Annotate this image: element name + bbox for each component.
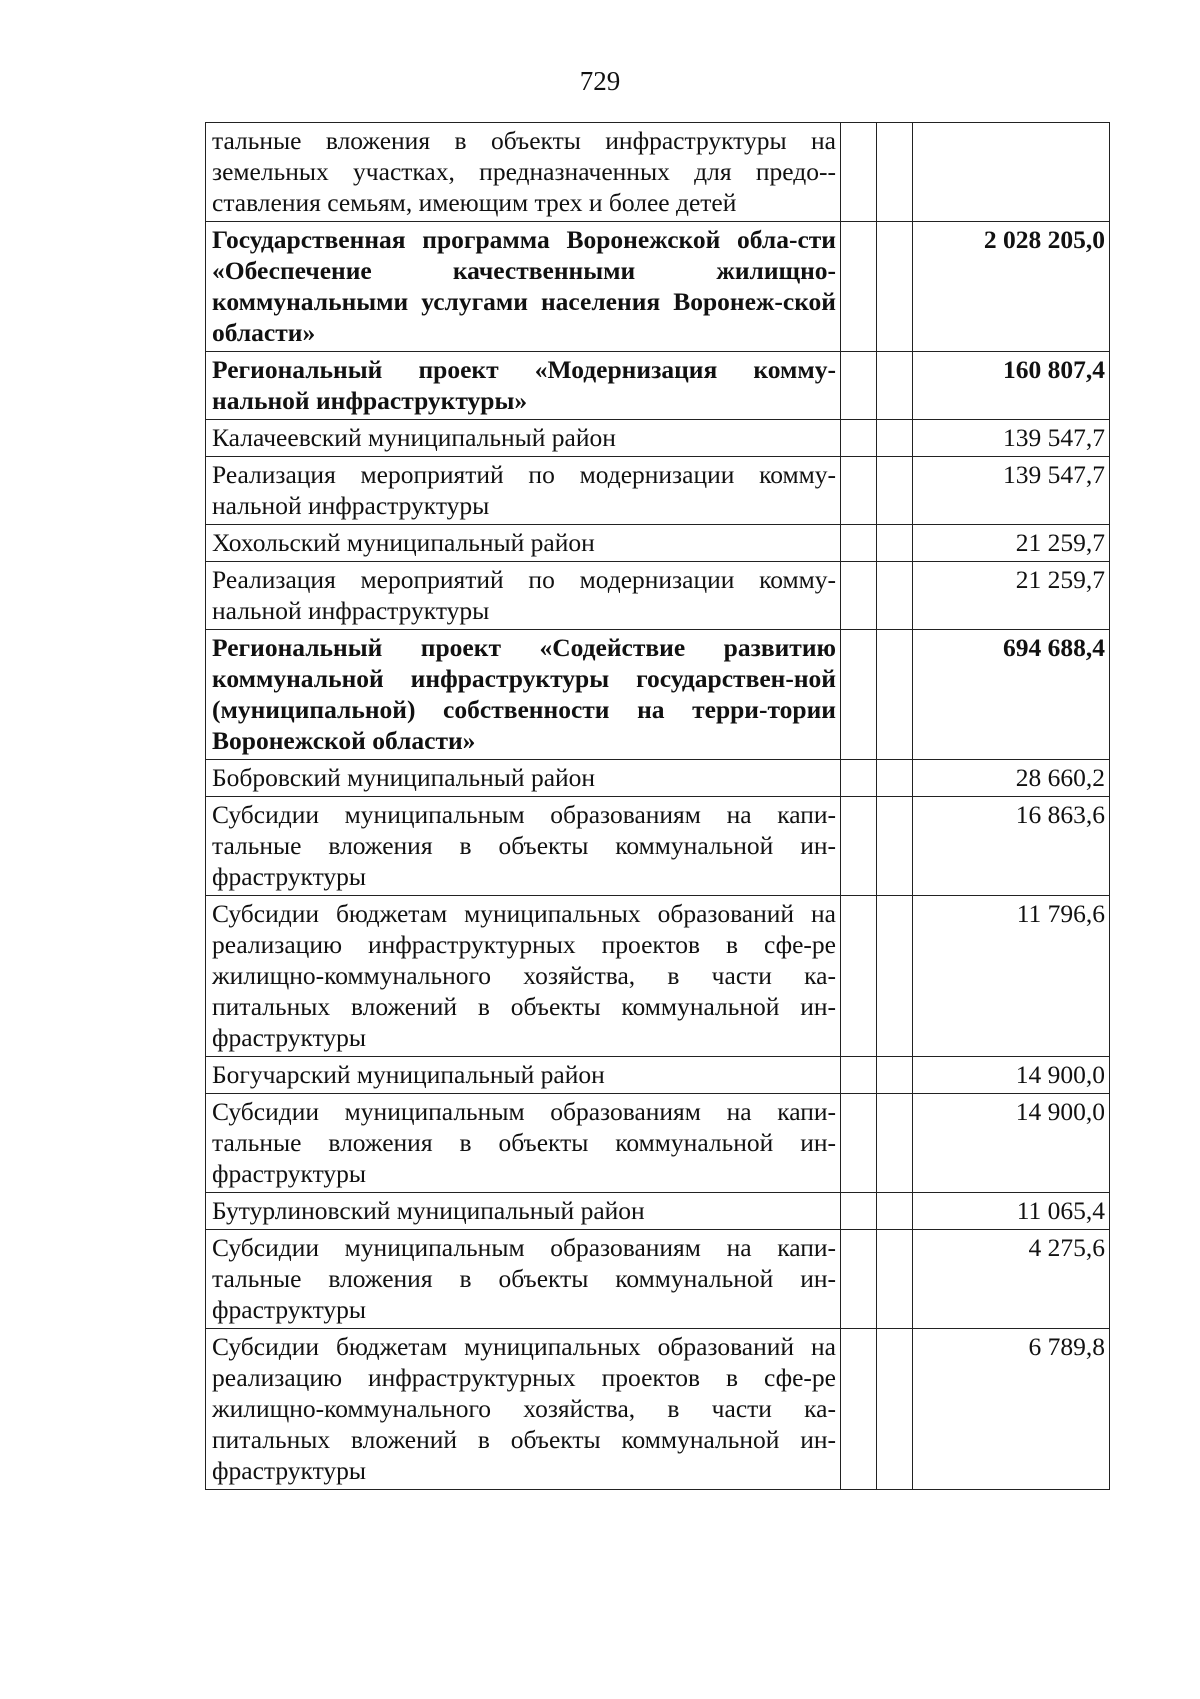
row-amount: 160 807,4: [913, 352, 1110, 420]
row-amount: 14 900,0: [913, 1057, 1110, 1094]
row-name: Субсидии бюджетам муниципальных образований на реализацию инфраструктурных проектов в сфе-ре жилищно-коммунального хозяйства, в части ка-питальных вложений в объекты коммунальной ин-фраструктуры: [206, 896, 841, 1057]
code-cell: [877, 1094, 913, 1193]
row-name: Богучарский муниципальный район: [206, 1057, 841, 1094]
row-amount: 14 900,0: [913, 1094, 1110, 1193]
row-name: Реализация мероприятий по модернизации комму-нальной инфраструктуры: [206, 457, 841, 525]
row-amount: 16 863,6: [913, 797, 1110, 896]
code-cell: [841, 797, 877, 896]
table-row: [206, 352, 1110, 420]
code-cell: [841, 420, 877, 457]
table-row: [206, 457, 1110, 525]
row-amount: [913, 123, 1110, 222]
row-name: Региональный проект «Модернизация комму-нальной инфраструктуры»: [206, 352, 841, 420]
code-cell: [877, 630, 913, 760]
code-cell: [841, 1057, 877, 1094]
table-row: [206, 1230, 1110, 1329]
code-cell: [841, 222, 877, 352]
code-cell: [877, 420, 913, 457]
code-cell: [841, 760, 877, 797]
code-cell: [877, 457, 913, 525]
code-cell: [877, 562, 913, 630]
code-cell: [841, 457, 877, 525]
row-name: Бобровский муниципальный район: [206, 760, 841, 797]
code-cell: [841, 1329, 877, 1490]
row-amount: 21 259,7: [913, 562, 1110, 630]
code-cell: [841, 525, 877, 562]
code-cell: [877, 1057, 913, 1094]
row-name: Субсидии муниципальным образованиям на капи-тальные вложения в объекты коммунальной ин-фраструктуры: [206, 1094, 841, 1193]
row-name: Бутурлиновский муниципальный район: [206, 1193, 841, 1230]
row-name: Хохольский муниципальный район: [206, 525, 841, 562]
table-row: [206, 896, 1110, 1057]
code-cell: [877, 1230, 913, 1329]
code-cell: [841, 562, 877, 630]
row-amount: 6 789,8: [913, 1329, 1110, 1490]
code-cell: [841, 1094, 877, 1193]
row-name: Региональный проект «Содействие развитию коммунальной инфраструктуры государствен-ной (муниципальной) собственности на терри-тории Воронежской области»: [206, 630, 841, 760]
table-row: [206, 222, 1110, 352]
table-row: [206, 1057, 1110, 1094]
table-row: [206, 1094, 1110, 1193]
code-cell: [877, 760, 913, 797]
table-row: [206, 562, 1110, 630]
row-name: Калачеевский муниципальный район: [206, 420, 841, 457]
code-cell: [877, 1193, 913, 1230]
row-amount: 11 065,4: [913, 1193, 1110, 1230]
row-name: Субсидии муниципальным образованиям на капи-тальные вложения в объекты коммунальной ин-фраструктуры: [206, 1230, 841, 1329]
row-amount: 11 796,6: [913, 896, 1110, 1057]
budget-table-body: [206, 123, 1110, 1490]
row-amount: 21 259,7: [913, 525, 1110, 562]
code-cell: [841, 630, 877, 760]
table-row: [206, 1329, 1110, 1490]
row-amount: 139 547,7: [913, 457, 1110, 525]
table-row: [206, 525, 1110, 562]
row-name: Государственная программа Воронежской обла-сти «Обеспечение качественными жилищно-коммунальными услугами населения Воронеж-ской области»: [206, 222, 841, 352]
row-amount: 2 028 205,0: [913, 222, 1110, 352]
code-cell: [877, 123, 913, 222]
code-cell: [877, 352, 913, 420]
row-name: тальные вложения в объекты инфраструктуры на земельных участках, предназначенных для предо-ставления семьям, имеющим трех и более детей: [206, 123, 841, 222]
row-amount: 28 660,2: [913, 760, 1110, 797]
code-cell: [877, 525, 913, 562]
row-amount: 139 547,7: [913, 420, 1110, 457]
code-cell: [841, 896, 877, 1057]
row-name: Реализация мероприятий по модернизации комму-нальной инфраструктуры: [206, 562, 841, 630]
code-cell: [841, 123, 877, 222]
table-row: [206, 760, 1110, 797]
code-cell: [841, 1193, 877, 1230]
table-row: [206, 630, 1110, 760]
code-cell: [877, 797, 913, 896]
code-cell: [877, 222, 913, 352]
code-cell: [877, 1329, 913, 1490]
row-amount: 4 275,6: [913, 1230, 1110, 1329]
table-row: [206, 420, 1110, 457]
table-row: [206, 797, 1110, 896]
row-amount: 694 688,4: [913, 630, 1110, 760]
code-cell: [841, 352, 877, 420]
table-row: [206, 1193, 1110, 1230]
code-cell: [877, 896, 913, 1057]
row-name: Субсидии муниципальным образованиям на капи-тальные вложения в объекты коммунальной ин-фраструктуры: [206, 797, 841, 896]
row-name: Субсидии бюджетам муниципальных образований на реализацию инфраструктурных проектов в сфе-ре жилищно-коммунального хозяйства, в части ка-питальных вложений в объекты коммунальной ин-фраструктуры: [206, 1329, 841, 1490]
page-number: 729: [579, 66, 621, 96]
table-row: [206, 123, 1110, 222]
code-cell: [841, 1230, 877, 1329]
budget-table: [205, 122, 1110, 1490]
